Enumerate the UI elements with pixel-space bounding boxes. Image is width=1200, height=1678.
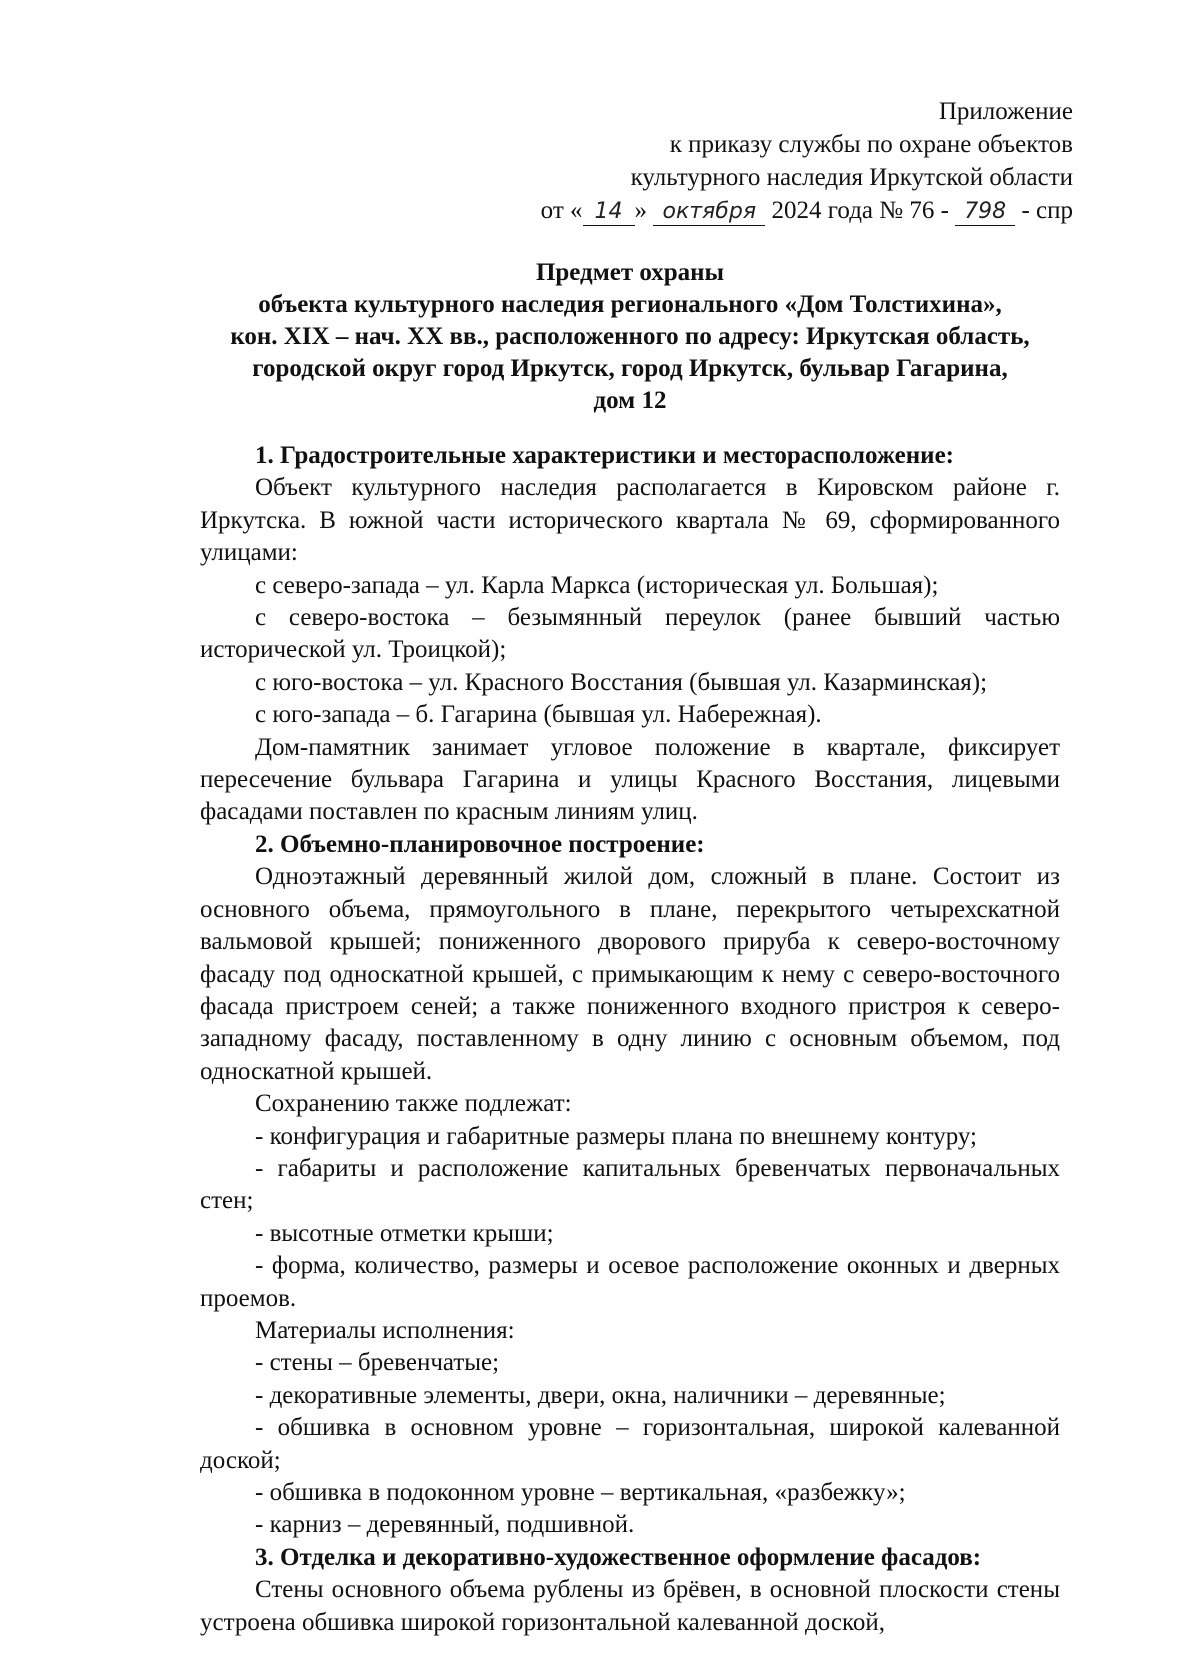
date-prefix: от «: [540, 197, 583, 224]
document-title: [200, 257, 1060, 417]
paragraph: Одноэтажный деревянный жилой дом, сложный в плане. Состоит из основного объема, прямоугольного в плане, перекрытого четырехскатной вальмовой крышей; пониженного дворового прируба к северо-восточному фасаду под односкатной крышей, с примыкающим к нему с северо-восточного фасада пристроем сеней; а также пониженного входного пристроя к северо-западному фасаду, поставленному в одну линию с основным объемом, под односкатной крышей.: [200, 863, 1060, 1085]
title-line: объекта культурного наследия регионального «Дом Толстихина»,: [258, 291, 1002, 318]
list-item: - обшивка в подоконном уровне – вертикальная, «разбежку»;: [255, 1479, 906, 1506]
list-item: - обшивка в основном уровне – горизонтальная, широкой калеванной доской;: [200, 1414, 1060, 1474]
appendix-date-line: [541, 194, 1073, 227]
list-item: - высотные отметки крыши;: [255, 1219, 554, 1247]
date-mid: »: [634, 197, 648, 224]
paragraph: Материалы исполнения:: [255, 1316, 515, 1344]
paragraph: Стены основного объема рублены из брёвен, в основной плоскости стены устроена обшивка широкой горизонтальной калеванной доской,: [200, 1576, 1060, 1636]
number-suffix: - спр: [1021, 197, 1073, 224]
appendix-line-region: культурного наследия Иркутской области: [630, 164, 1073, 191]
list-item: - декоративные элементы, двери, окна, наличники – деревянные;: [255, 1381, 946, 1409]
section-heading: 1. Градостроительные характеристики и месторасположение:: [255, 442, 954, 469]
handwritten-month: октября: [653, 199, 765, 226]
paragraph: с северо-запада – ул. Карла Маркса (историческая ул. Большая);: [255, 571, 939, 599]
paragraph: Объект культурного наследия располагается в Кировском районе г. Иркутска. В южной части исторического квартала № 69, сформированного улицами:: [200, 474, 1060, 567]
list-item: - стены – бревенчатые;: [255, 1349, 500, 1377]
list-item: - карниз – деревянный, подшивной.: [255, 1511, 635, 1539]
appendix-header: [541, 95, 1073, 227]
date-suffix: 2024 года № 76 -: [771, 197, 949, 224]
title-line: кон. XIX – нач. XX вв., расположенного по адресу: Иркутская область,: [230, 323, 1030, 350]
title-line: городской округ город Иркутск, город Иркутск, бульвар Гагарина,: [252, 355, 1008, 382]
appendix-line-order: к приказу службы по охране объектов: [669, 131, 1073, 158]
list-item: - конфигурация и габаритные размеры плана по внешнему контуру;: [255, 1122, 977, 1150]
paragraph: с северо-востока – безымянный переулок (ранее бывший частью исторической ул. Троицкой);: [200, 604, 1060, 664]
handwritten-day: 14: [583, 199, 635, 226]
paragraph: Сохранению также подлежат:: [255, 1090, 572, 1118]
list-item: - форма, количество, размеры и осевое расположение оконных и дверных проемов.: [200, 1252, 1060, 1312]
appendix-title: Приложение: [938, 98, 1073, 125]
title-line: Предмет охраны: [535, 259, 725, 286]
document-body: [200, 440, 1060, 1639]
paragraph: с юго-востока – ул. Красного Восстания (бывшая ул. Казарминская);: [255, 668, 988, 696]
section-heading: 2. Объемно-планировочное построение:: [255, 830, 705, 858]
list-item: - габариты и расположение капитальных бревенчатых первоначальных стен;: [200, 1154, 1060, 1215]
handwritten-number: 798: [955, 199, 1015, 226]
title-line: дом 12: [593, 387, 667, 414]
paragraph: с юго-запада – б. Гагарина (бывшая ул. Набережная).: [255, 701, 822, 729]
paragraph: Дом-памятник занимает угловое положение в квартале, фиксирует пересечение бульвара Гагарина и улицы Красного Восстания, лицевыми фасадами поставлен по красным линиям улиц.: [200, 733, 1060, 826]
section-heading: 3. Отделка и декоративно-художественное оформление фасадов:: [255, 1543, 982, 1571]
